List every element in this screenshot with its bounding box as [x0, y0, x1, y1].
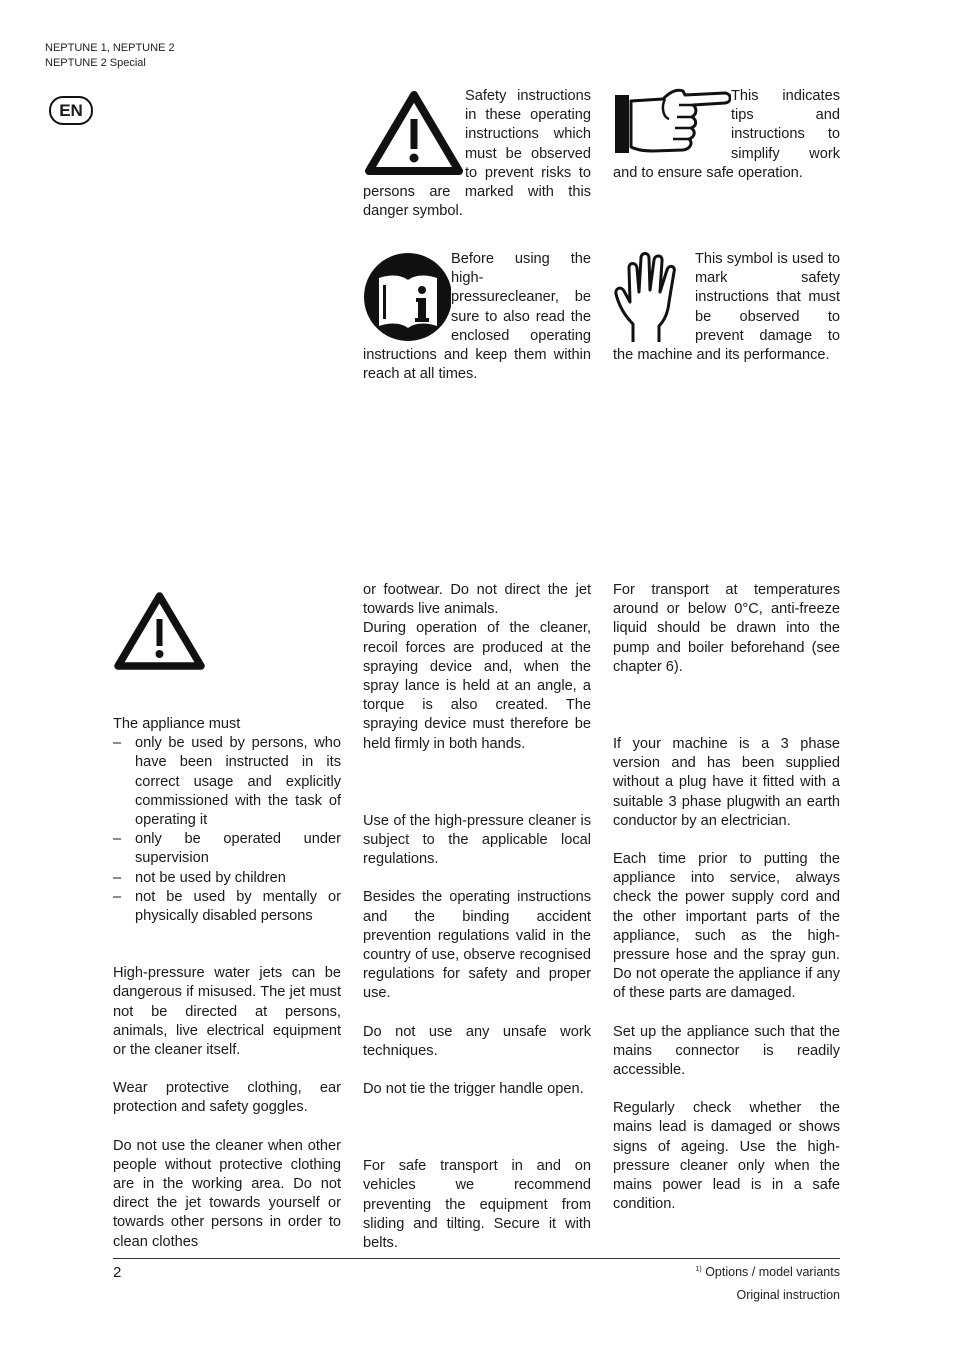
paragraph-anti-freeze: For transport at temperatures around or below 0°C, anti-freeze liquid should be drawn into the pump and boiler beforehand (see chapter 6). — [613, 582, 840, 675]
column-3 — [613, 581, 840, 1214]
warning-triangle-icon — [113, 590, 206, 672]
symbol-manual-block — [363, 250, 591, 384]
danger-symbol-text: Safety instructions in these operating instructions which must be observed to prevent risks to persons are marked with this danger symbol. — [363, 88, 591, 220]
list-item: – not be used by mentally or physically disabled persons — [113, 888, 341, 926]
model-line-1: NEPTUNE 1, NEPTUNE 2 — [45, 42, 175, 54]
paragraph-trigger-handle: Do not tie the trigger handle open. — [363, 1081, 584, 1098]
model-line-2: NEPTUNE 2 Special — [45, 57, 146, 69]
warning-triangle-icon — [363, 87, 465, 179]
paragraph-other-people: Do not use the cleaner when other people without protective clothing are in the working area. Do not direct the jet towards yourself or towards other persons in order to clean clothes — [113, 1137, 341, 1250]
paragraph-footwear: or footwear. Do not direct the jet towards live animals. — [363, 582, 591, 618]
paragraph-recoil: During operation of the cleaner, recoil forces are produced at the spraying device and, when the spray lance is held at an angle, a torque is also created. The spraying device must therefore be held firmly in both hands. — [363, 620, 591, 752]
language-badge: EN — [49, 96, 93, 125]
pointing-hand-icon — [613, 87, 731, 161]
paragraph-transport: For safe transport in and on vehicles we recommend preventing the equipment from sliding and tilting. Secure it with belts. — [363, 1158, 591, 1252]
column-1 — [113, 715, 341, 1252]
original-instruction-note: Original instruction — [736, 1288, 840, 1302]
paragraph-protective-clothing: Wear protective clothing, ear protection and safety goggles. — [113, 1080, 341, 1116]
footnote-text: Options / model variants — [705, 1265, 840, 1279]
list-item: – only be used by persons, who have been instructed in its correct usage and explicitly commissioned with the task of operating it — [113, 734, 341, 830]
paragraph-local-regulations: Use of the high-pressure cleaner is subject to the applicable local regulations. — [363, 812, 591, 868]
paragraph-mains-lead: Regularly check whether the mains lead is damaged or shows signs of ageing. Use the high-pressure cleaner only when the mains power lead is in a safe condition. — [613, 1100, 840, 1213]
manual-symbol-text: Before using the high-pressurecleaner, be sure to also read the enclosed operating instructions and keep them within reach at all times. — [363, 251, 591, 383]
usage-restrictions-list — [113, 734, 341, 926]
footnote — [695, 1265, 840, 1279]
tips-symbol-text: This indicates tips and instructions to simplify work and to ensure safe operation. — [613, 88, 840, 181]
symbol-tips-block — [613, 87, 840, 183]
symbol-machine-block — [613, 250, 840, 365]
paragraph-unsafe-techniques: Do not use any unsafe work techniques. — [363, 1023, 591, 1059]
paragraph-mains-connector: Set up the appliance such that the mains connector is readily accessible. — [613, 1023, 840, 1079]
appliance-intro: The appliance must — [113, 716, 241, 732]
footer-divider — [113, 1258, 840, 1259]
paragraph-check-parts: Each time prior to putting the appliance into service, always check the power supply cord and the other important parts of the appliance, such as the high-pressure hose and the spray gun. Do not operate the appliance if any of these parts are damaged. — [613, 851, 840, 1002]
paragraph-three-phase: If your machine is a 3 phase version and has been supplied without a plug have it fitted with a suitable 3 phase plugwith an earth conductor by an electrician. — [613, 736, 840, 829]
page-number: 2 — [113, 1264, 122, 1281]
stop-hand-icon — [613, 250, 695, 346]
list-item: – only be operated under supervision — [113, 830, 341, 868]
column-2 — [363, 581, 591, 1253]
symbol-danger-block — [363, 87, 591, 221]
machine-symbol-text: This symbol is used to mark safety instructions that must be observed to prevent damage to the machine and its performance. — [613, 251, 840, 364]
paragraph-accident-prevention: Besides the operating instructions and the binding accident prevention regulations valid in the country of use, observe recognised regulations for safety and proper use. — [363, 889, 591, 1002]
footnote-mark: 1) — [695, 1265, 702, 1273]
document-header — [45, 41, 175, 71]
info-book-icon — [363, 250, 451, 346]
paragraph-jet-danger: High-pressure water jets can be dangerous if misused. The jet must not be directed at persons, animals, live electrical equipment or the cleaner itself. — [113, 965, 341, 1059]
list-item: – not be used by children — [113, 869, 341, 888]
